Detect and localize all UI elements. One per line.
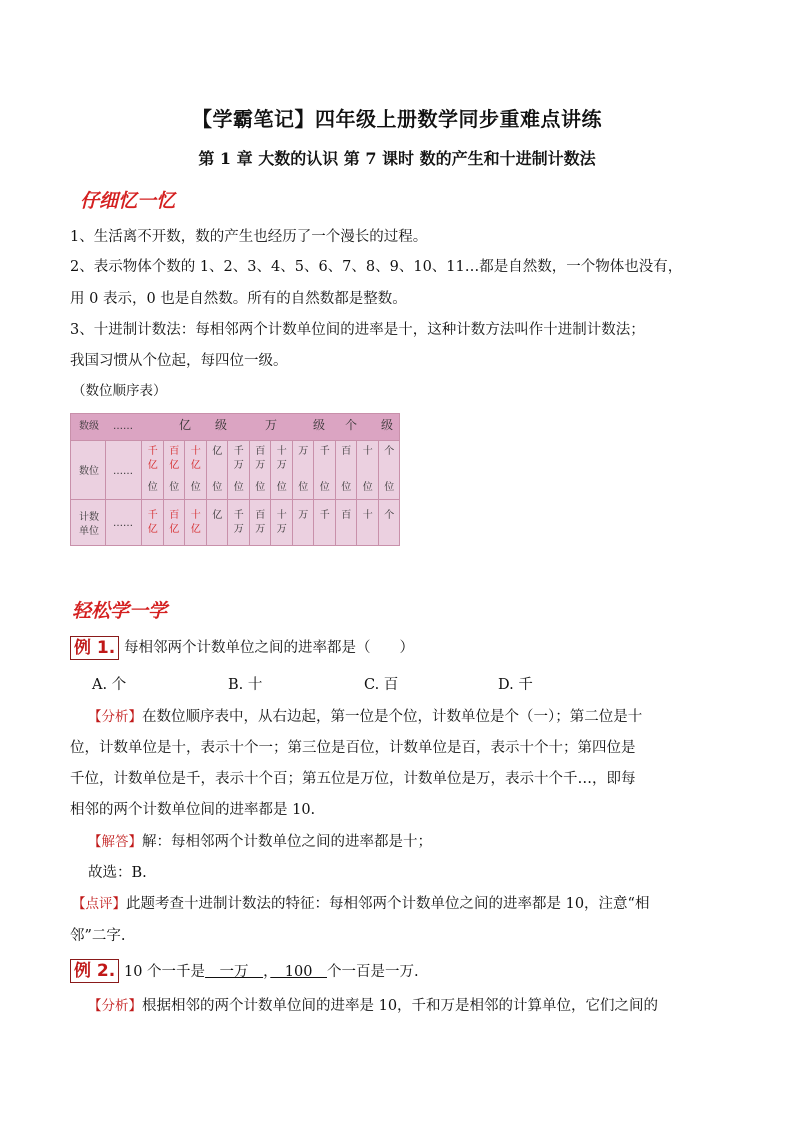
table-cell: 千	[233, 446, 244, 457]
table-cell: 位	[298, 482, 309, 493]
table-cell: 万	[233, 524, 244, 535]
row-label-place: 数位	[79, 466, 99, 477]
place-dots: ……	[113, 466, 133, 477]
paragraph-3a: 3、十进制计数法：每相邻两个计数单位间的进率是十，这种计数方法叫作十进制计数法；	[70, 322, 645, 338]
table-cell: 个	[384, 510, 395, 521]
example-1-comment-line-1	[72, 894, 649, 914]
table-cell: 位	[212, 482, 223, 493]
table-cell: 亿	[169, 460, 180, 471]
option-b: B. 十	[228, 677, 263, 693]
example-2-question	[124, 962, 419, 982]
answer-blank-1: 一万	[205, 964, 264, 980]
example-1-answer	[88, 832, 432, 852]
table-cell: 亿	[147, 524, 158, 535]
analysis-tag: 【分析】	[88, 998, 142, 1014]
paragraph-2b: 用 0 表示，0 也是自然数。所有的自然数都是整数。	[70, 291, 407, 307]
table-cell: 百	[341, 446, 352, 457]
example-1-label: 例 1.	[70, 636, 119, 660]
answer-tag: 【解答】	[88, 834, 142, 850]
row-label-level: 数级	[79, 421, 99, 432]
table-cell: 亿	[212, 510, 223, 521]
table-cell: 位	[384, 482, 395, 493]
table-cell: 千	[319, 510, 330, 521]
unit-dots: ……	[113, 518, 133, 529]
option-a: A. 个	[92, 677, 127, 693]
table-cell: 位	[147, 482, 158, 493]
place-value-table	[70, 413, 400, 546]
paragraph-1: 1、生活离不开数，数的产生也经历了一个漫长的过程。	[70, 229, 428, 245]
table-cell: 百	[169, 446, 180, 457]
table-cell: 亿	[169, 524, 180, 535]
answer-text: 解：每相邻两个计数单位之间的进率都是十；	[142, 834, 432, 850]
table-cell: 亿	[147, 460, 158, 471]
table-divider	[71, 499, 399, 500]
table-cell: 百	[255, 446, 266, 457]
table-cell: 十	[190, 446, 201, 457]
table-cell: 十	[276, 510, 287, 521]
table-cell: 位	[169, 482, 180, 493]
example-1-question: 每相邻两个计数单位之间的进率都是（ ）	[124, 640, 414, 656]
table-cell: 千	[233, 510, 244, 521]
analysis-tag: 【分析】	[88, 709, 142, 725]
table-cell: 万	[233, 460, 244, 471]
table-caption: （数位顺序表）	[72, 383, 167, 399]
answer-blank-2: 100	[270, 964, 327, 980]
table-cell: 万	[255, 524, 266, 535]
paragraph-2a: 2、表示物体个数的 1、2、3、4、5、6、7、8、9、10、11…都是自然数，一个物体也没有，	[70, 259, 683, 275]
q-part-2: ，	[263, 964, 271, 980]
example-1-analysis-line-4: 相邻的两个计数单位间的进率都是 10.	[70, 802, 316, 818]
table-cell: 亿	[190, 460, 201, 471]
example-1-analysis-line-3: 千位，计数单位是千，表示十个百；第五位是万位，计数单位是万，表示十个千…，即每	[70, 771, 636, 787]
analysis-text: 根据相邻的两个计数单位间的进率是 10，千和万是相邻的计算单位，它们之间的	[142, 998, 659, 1014]
comment-text: 此题考查十进制计数法的特征：每相邻两个计数单位之间的进率都是 10，注意“相	[126, 896, 650, 912]
row-label-unit-2: 单位	[79, 526, 99, 537]
group-ge: 个	[344, 418, 357, 432]
table-cell: 位	[362, 482, 373, 493]
comment-tag: 【点评】	[72, 896, 126, 912]
group-wan-ji: 级	[312, 418, 325, 432]
table-cell: 百	[341, 510, 352, 521]
table-cell: 百	[255, 510, 266, 521]
table-cell: 十	[276, 446, 287, 457]
table-cell: 位	[341, 482, 352, 493]
table-cell: 千	[319, 446, 330, 457]
analysis-text: 在数位顺序表中，从右边起，第一位是个位，计数单位是个（一）；第二位是十	[142, 709, 643, 725]
example-1-analysis-line-1	[88, 707, 642, 727]
table-cell: 位	[255, 482, 266, 493]
example-1-choice: 故选：B.	[88, 865, 147, 881]
table-cell: 亿	[212, 446, 223, 457]
group-wan: 万	[264, 418, 277, 432]
section-heading-review: 仔细忆一忆	[80, 190, 176, 212]
example-1-comment-line-2: 邻”二字.	[70, 928, 126, 944]
table-cell: 百	[169, 510, 180, 521]
group-yi: 亿	[178, 418, 191, 432]
table-col-line	[105, 440, 106, 545]
q-part-1: 10 个一千是	[124, 964, 206, 980]
q-part-3: 个一百是一万.	[327, 964, 419, 980]
table-cell: 位	[276, 482, 287, 493]
example-1-analysis-line-2: 位，计数单位是十，表示十个一；第三位是百位，计数单位是百，表示十个十；第四位是	[70, 740, 636, 756]
table-cell: 个	[384, 446, 395, 457]
table-cell: 万	[255, 460, 266, 471]
table-cell: 万	[276, 524, 287, 535]
table-cell: 千	[147, 446, 158, 457]
table-cell: 位	[233, 482, 244, 493]
table-cell: 千	[147, 510, 158, 521]
table-cell: 十	[362, 446, 373, 457]
table-cell: 十	[190, 510, 201, 521]
section-heading-learn: 轻松学一学	[72, 600, 168, 622]
option-d: D. 千	[498, 677, 533, 693]
header-dots: ……	[113, 421, 133, 432]
group-yi-ji: 级	[214, 418, 227, 432]
option-c: C. 百	[364, 677, 399, 693]
table-cell: 十	[362, 510, 373, 521]
table-cell: 亿	[190, 524, 201, 535]
example-2-analysis-line-1	[88, 996, 658, 1016]
table-cell: 位	[190, 482, 201, 493]
table-cell: 万	[298, 510, 309, 521]
document-title: 【学霸笔记】四年级上册数学同步重难点讲练	[192, 107, 602, 131]
paragraph-3b: 我国习惯从个位起，每四位一级。	[70, 353, 288, 369]
table-cell: 万	[276, 460, 287, 471]
lesson-subtitle: 第 1 章 大数的认识 第 7 课时 数的产生和十进制计数法	[198, 149, 596, 168]
table-cell: 位	[319, 482, 330, 493]
group-ge-ji: 级	[380, 418, 393, 432]
table-cell: 万	[298, 446, 309, 457]
row-label-unit-1: 计数	[79, 512, 99, 523]
example-2-label: 例 2.	[70, 959, 119, 983]
